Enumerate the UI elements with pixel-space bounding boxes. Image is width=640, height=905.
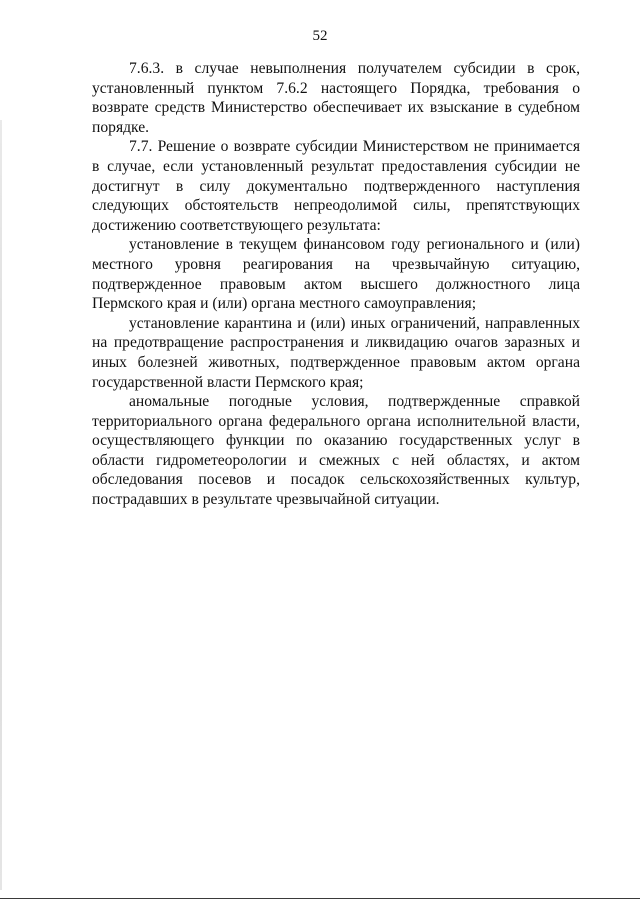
paragraph-7-6-3: 7.6.3. в случае невыполнения получателем субсидии в срок, установленный пунктом 7.6.2 настоящего Порядка, требования о возврате средств Министерство обеспечивает их взыскание в судебном порядке. (92, 60, 580, 136)
paragraph-7-7: 7.7. Решение о возврате субсидии Министерством не принимается в случае, если установленный результат предоставления субсидии не достигнут в силу документально подтвержденного наступления следующих обстоятельств непреодолимой силы, препятствующих достижению соответствующего результата: (92, 138, 580, 234)
scan-bottom-edge (0, 898, 640, 899)
paragraph-quarantine: установление карантина и (или) иных ограничений, направленных на предотвращение распространения и ликвидацию очагов заразных и иных болезней животных, подтвержденное правовым актом органа государственной власти Пермского края; (92, 314, 580, 391)
page-number: 52 (312, 28, 328, 44)
document-body (92, 59, 580, 510)
paragraph-emergency-response: установление в текущем финансовом году регионального и (или) местного уровня реагирования на чрезвычайную ситуацию, подтвержденное правовым актом высшего должностного лица Пермского края и (или) органа местного самоуправления; (92, 236, 580, 313)
scan-left-edge (0, 120, 2, 890)
paragraph-weather-conditions: аномальные погодные условия, подтвержденные справкой территориального органа федерального органа исполнительной власти, осуществляющего функции по оказанию государственных услуг в области гидрометеорологии и смежных с ней областях, и актом обследования посевов и посадок сельскохозяйственных культур, пострадавших в результате чрезвычайной ситуации. (92, 393, 580, 509)
